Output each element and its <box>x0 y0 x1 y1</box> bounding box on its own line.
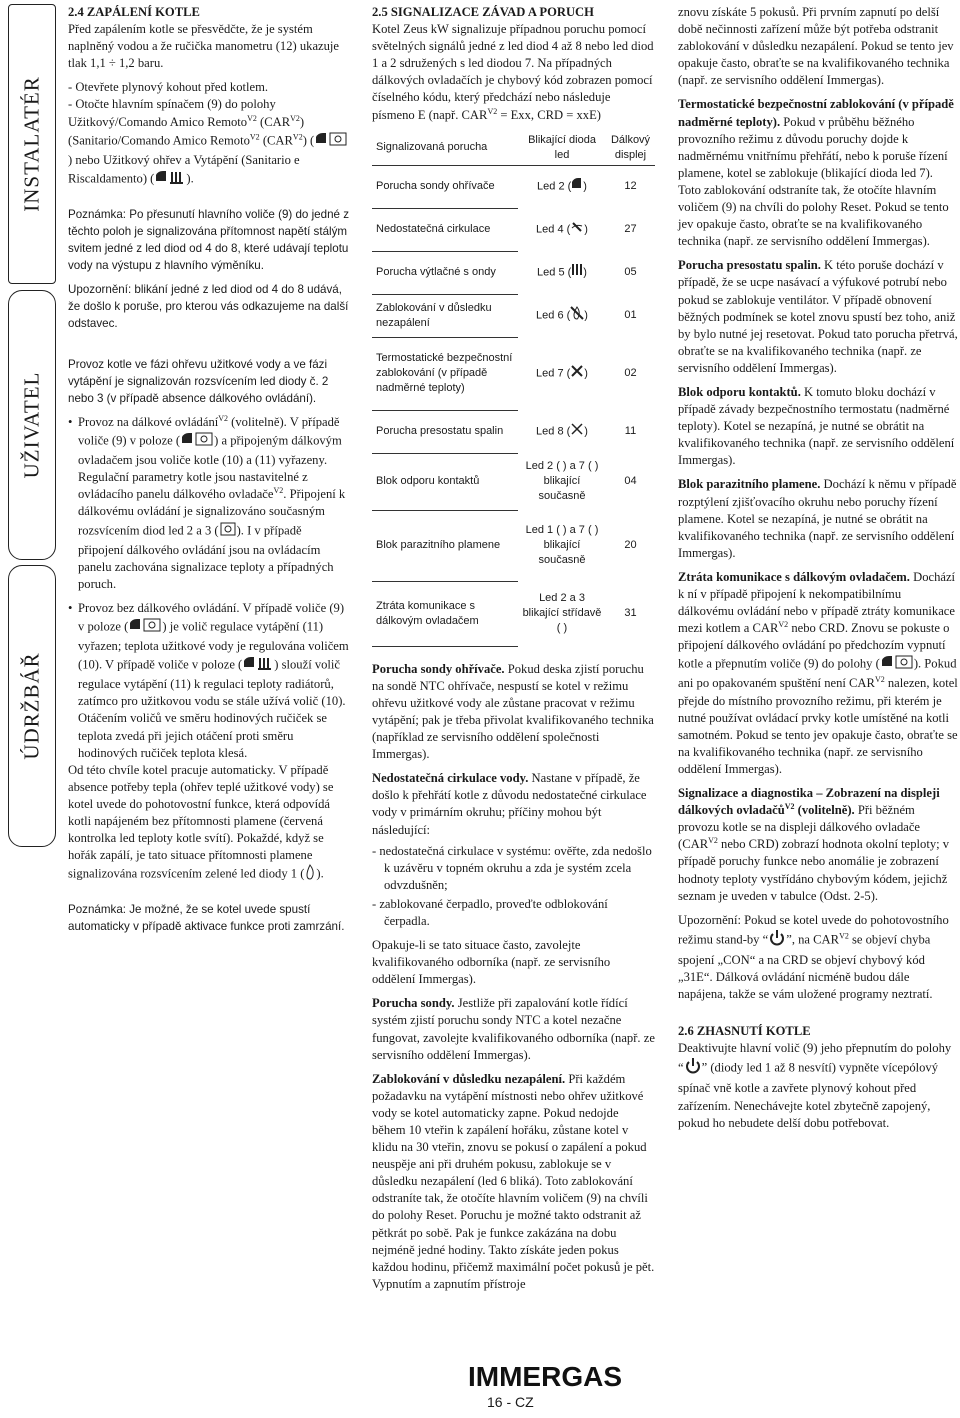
table-row <box>372 165 655 208</box>
paragraph: Opakuje-li se tato situace často, zavolejte kvalifikovaného odborníka (např. ze servisního oddělení Immergas). <box>372 938 611 987</box>
paragraph: Signalizace a diagnostika – Zobrazení na displeji dálkových ovladačů$^{V2}$ (volitelně). Při běžném provozu kotle se na displeji dálkového ovladače ($CAR^{V2}$ nebo CRD) zobrazí hodnota okolní teploty; v případě poruchy funkce nebo anomálie je zobrazení hodnoty teploty vystřídáno chybovým kódem, jejichž seznam je uveden v tabulce (Odst. 2-5). <box>678 786 950 903</box>
paragraph: Zablokování v důsledku nezapálení. Při každém požadavku na vytápění místnosti nebo ohřev užitkové vody se kotel automaticky zapne. Pokud nedojde během 10 vteřin k zapálení hořáku, zůstane kotel v klidu na 30 vteřin, znovu se pokusí o zapálení a pokud neuspěje ani při druhém pokusu, zablokuje se v důsledku nezapálení (led 6 bliká). Toto zablokování odstraníte tak, že otočíte hlavním voličem (9) na chvíli do polohy Reset. Poruchu je možné takto odstranit až pětkrát po sobě. Pak je funkce zakázána na dobu nejméně jedné hodiny. Takto získáte jeden pokus každou hodinu, přičemž maximální počet pokusů je pět. Vypnutím a zapnutím přístroje <box>372 1071 655 1291</box>
list-item: - zablokované čerpadlo, proveďte odblokování čerpadla. <box>372 896 608 928</box>
tab-installer: INSTALATÉR <box>8 4 56 284</box>
paragraph: Blok odporu kontaktů. K tomuto bloku dochází v případě závady bezpečnostního termostatu (nadměrné teploty). Kotel se nezapíná, je nutné se obrátit na kvalifikovaného technika (např. ze servisního oddělení Immergas). <box>678 384 955 468</box>
table-row <box>372 581 655 646</box>
header-fault: Signalizovaná porucha <box>372 131 518 166</box>
paragraph: Provoz kotle ve fázi ohřevu užitkové vody a ve fázi vytápění je signalizován rozsvícením led diody č. 2 nebo 3 (v případě absence dálkového ovládání). <box>68 357 329 405</box>
sidebar-tabs <box>0 0 58 1418</box>
fault-cell: Porucha výtlačné s ondy <box>372 251 518 294</box>
tab-maintenance: ÚDRŽBÁŘ <box>8 565 56 847</box>
tab-user: UŽIVATEL <box>8 290 56 560</box>
fault-cell: Porucha presostatu spalin <box>372 410 518 453</box>
code-cell: 01 <box>624 309 637 322</box>
fault-cell: Termostatické bezpečnostní zablokování (v případě nadměrné teploty) <box>372 337 518 410</box>
fault-table <box>372 131 655 647</box>
immergas-logo: IMMERGAS <box>468 1361 622 1392</box>
led-cell: Led 2 ( ) a 7 ( ) blikající současně <box>525 460 599 503</box>
paragraph: Nedostatečná cirkulace vody. Nastane v případě, že došlo k přehřátí kotle z důvodu nedostatečné cirkulace vody v primárním okruhu; příčiny mohou být následující: <box>372 771 647 837</box>
flame-icon <box>304 864 316 885</box>
fault-cell: Blok odporu kontaktů <box>372 453 518 510</box>
table-row <box>372 208 655 251</box>
table-row <box>372 410 655 453</box>
section-heading: 2.4 ZAPÁLENÍ KOTLE <box>68 5 200 19</box>
paragraph: - Otočte hlavním spínačem (9) do polohy Užitkový/Comando Amico Remoto$^{V2}$ $(CAR^{V2})$ (Sanitario/Comando Amico Remoto$^{V2}$ $(CAR^{V2})$ () nebo Užitkový ohřev a Vytápění (Sanitario e Riscaldamento) ( ). <box>68 96 350 189</box>
paragraph: Kotel Zeus kW signalizuje případnou poruchu pomocí světelných signálů jedné z led diod 4 až 8 nebo led diod 1 a 2 sdružených s led diodou 7. Na případných dálkových ovladačích je chybový kód zobrazen pomocí číselného kódu, který předchází nebo následuje písmeno E (např. $CAR^{V2}$ = Exx, CRD = xxE) <box>372 22 654 122</box>
code-cell: 04 <box>624 475 637 488</box>
code-cell: 12 <box>624 180 637 193</box>
warning-paragraph: Upozornění: blikání jedné z led diod od 4 do 8 udává, že došlo k poruše, pro kterou vás odkazujeme na další odstavec. <box>68 282 349 330</box>
led-cell: Led 1 ( ) a 7 ( ) blikající současně <box>525 524 599 567</box>
fault-cell: Nedostatečná cirkulace <box>372 208 518 251</box>
power-icon <box>684 1057 702 1080</box>
led-cell: Led 8 ( ) <box>518 410 606 453</box>
thermometer-icon <box>570 220 584 239</box>
paragraph: Před zapálením kotle se přesvědčte, že je systém naplněný vodou a že ručička manometru (12) ukazuje tlak 1,1 ÷ 1,2 baru. <box>68 22 340 71</box>
warning-paragraph: Upozornění: Pokud se kotel uvede do pohotovostního režimu stand-by “ ”, na $CAR^{V2}$ se objeví chyba spojení „CON“ a na CRD se objeví chybový kód „31E“. Dálková ovládání nicméně budou dále napájena, takže se vám uložené programy neztratí. <box>678 912 949 1002</box>
page-number: 16 - CZ <box>487 1394 534 1410</box>
flame-crossed-icon <box>570 306 584 325</box>
code-cell: 05 <box>624 266 637 279</box>
table-row <box>372 453 655 510</box>
fault-cell: Blok parazitního plamene <box>372 510 518 581</box>
led-cell: Led 4 ( ) <box>518 208 606 251</box>
paragraph: - Otevřete plynový kohout před kotlem. <box>68 80 269 95</box>
list-item: • Provoz bez dálkového ovládání. V případě voliče (9) v poloze ( ) je volič regulace vytápění (11) vyřazen; teplota užitkové vody je regulována voličem (10). V případě voliče v poloze ( ) slouží volič regulace vytápění (11) k regulaci teploty radiátorů, zatímco pro užitkovou vodu se stále užívá volič (10). Otáčením voličů ve směru hodinových ručiček se teplota zvedá při jejich otáčení proti směru hodinových ručiček teplota klesá. <box>68 600 350 762</box>
led-cell: Led 7 ( ) <box>518 337 606 410</box>
paragraph: Ztráta komunikace s dálkovým ovladačem. Dochází k ní v případě připojení k nekompatibilnímu dálkovému ovládání nebo v případě ztráty komunikace mezi kotlem a $CAR^{V2}$ nebo CRD. Znovu se pokuste o připojení dálkového ovládání po předchozím vypnutí kotle a přepnutím voliče (9) do polohy ( ). Pokud ani po opakovaném spuštění není $CAR^{V2}$ nalezen, kotel přejde do místního provozního režimu, při kterém je nutné používat ovládací prvky kotle umístěné na kotli samotném. Pokud se tento jev opakuje často, obraťte se na kvalifikovaného technika (např. ze servisního oddělení Immergas). <box>678 569 958 776</box>
led-cell: Led 2 ( ) <box>518 165 606 208</box>
table-row <box>372 294 655 337</box>
list-item: - nedostatečná cirkulace v systému: ověřte, zda nedošlo k uzávěru v topném okruhu a zda je systém zcela odvzdušněn; <box>372 843 652 892</box>
paragraph: Blok parazitního plamene. Dochází k němu v případě rozptýlení zjišťovacího okruhu nebo poruchy řízení plamene. Kotel se nezapíná, je nutné se obrátit na kvalifikovaného technika (např. ze servisního oddělení Immergas). <box>678 477 957 560</box>
power-icon <box>768 929 786 952</box>
note-paragraph: Poznámka: Je možné, že se kotel uvede spustí automaticky v případě aktivace funkce proti zamrzání. <box>68 903 345 934</box>
remote-icon <box>219 521 237 542</box>
code-cell: 11 <box>624 425 637 438</box>
reset-icon <box>570 422 584 441</box>
table-row <box>372 337 655 410</box>
tap-remote-icon <box>880 654 914 675</box>
radiator-icon <box>571 263 583 282</box>
tap-remote-icon <box>180 431 214 452</box>
paragraph: Porucha sondy. Jestliže při zapalování kotle řídící systém zjistí poruchu sondy NTC a kotel nezačne fungovat, zavolejte kvalifikovaného odborníka (např. ze servisního oddělení Immergas). <box>372 996 655 1062</box>
paragraph: znovu získáte 5 pokusů. Při prvním zapnutí po delší době nečinnosti zařízení může být potřeba odstranit zablokování v důsledku nezapálení. Pokud se tento jev opakuje často, obraťte se na kvalifikovaného technika (např. ze servisního oddělení Immergas). <box>678 5 954 88</box>
header-led: Blikající dioda led <box>518 131 606 166</box>
table-header-row <box>372 131 655 166</box>
column-1 <box>68 4 350 942</box>
tap-remote-icon <box>128 617 162 638</box>
tap-remote-icon <box>314 131 348 152</box>
header-display: Dálkový displej <box>606 131 655 166</box>
code-cell: 20 <box>624 539 637 552</box>
code-cell: 31 <box>624 607 637 620</box>
note-paragraph: Poznámka: Po přesunutí hlavního voliče (9) do jedné z těchto poloh je signalizována přítomnost napětí stálým svitem jedné z led diod od 4 do 8, které udávají teplotu vody na výstupu z hlavního výměníku. <box>68 207 349 272</box>
paragraph: Deaktivujte hlavní volič (9) jeho přepnutím do polohy “ ” (diody led 1 až 8 nesvítí) vypněte vícepólový spínač vně kotle a zavřete plynový kohout před zařízením. Nenechávejte kotel zbytečně zapojený, pokud ho nebudete delší dobu potřebovat. <box>678 1041 952 1130</box>
column-2 <box>372 4 655 1300</box>
tap-radiator-icon <box>154 169 186 190</box>
section-heading: 2.6 ZHASNUTÍ KOTLE <box>678 1024 811 1039</box>
led-cell: Led 5 ( ) <box>518 251 606 294</box>
section-heading: 2.5 SIGNALIZACE ZÁVAD A PORUCH <box>372 5 594 19</box>
code-cell: 27 <box>624 223 637 236</box>
reset-icon <box>570 364 584 383</box>
table-row <box>372 251 655 294</box>
fault-cell: Porucha sondy ohřívače <box>372 165 518 208</box>
tap-radiator-icon <box>242 655 274 676</box>
table-row <box>372 510 655 581</box>
code-cell: 02 <box>624 367 637 380</box>
list-item: • Provoz na dálkové ovládání$^{V2}$ (volitelně). V případě voliče (9) v poloze ( ) a připojeným dálkovým ovladačem jsou voliče kotle (10) a (11) vyřazeny. Regulační parametry kotle jsou nastavitelné z ovládacího panelu dálkového ovladače$^{V2}$. Připojení k dálkovému ovládání je signalizováno současným rozsvícením diod led 2 a 3 ( ). I v případě připojení dálkového ovládání jsou na ovládacím panelu zachována signalizace teploty a případných poruch. <box>68 414 350 593</box>
paragraph: Termostatické bezpečnostní zablokování (v případě nadměrné teploty). Pokud v průběhu běžného provozního režimu z důvodu poruchy dojde k nadměrnému vnitřnímu přehřátí, nebo k poruše řízení plamene, kotel se zablokuje (blikající dioda led 7). Toto zablokování odstraníte tak, že otočíte hlavním voličem (9) na chvíli do polohy Reset. Pokud se tento jev opakuje často, obraťte se na kvalifikovaného technika (např. ze servisního oddělení Immergas). <box>678 97 954 249</box>
fault-cell: Zablokování v důsledku nezapálení <box>372 294 518 337</box>
tap-icon <box>571 177 583 196</box>
column-3 <box>678 4 958 1139</box>
led-cell: Led 6 ( ) <box>518 294 606 337</box>
fault-cell: Ztráta komunikace s dálkovým ovladačem <box>372 581 518 646</box>
paragraph: Od této chvíle kotel pracuje automaticky. V případě absence potřeby tepla (ohřev teplé užitkové vody) se kotel uvede do pohotovostní funkce, která odpovídá kotli napájeném bez přítomnosti plamene (červená kontrolka led teploty kotle svítí). Pokaždé, když se hořák zapálí, je tato situace přítomnosti plamene signalizována rozsvícením zelené led diody 1 ( ). <box>68 762 350 886</box>
led-cell: Led 2 a 3 blikající střídavě ( ) <box>522 592 602 635</box>
paragraph: Porucha sondy ohřívače. Pokud deska zjistí poruchu na sondě NTC ohřívače, nespustí se kotel v režimu ohřevu užitkové vody ale zůstane pracovat v režimu vytápění; pak je třeba přivolat kvalifikovaného technika (například ze servisního oddělení společnosti Immergas). <box>372 661 654 762</box>
paragraph: Porucha presostatu spalin. K této poruše dochází v případě, že se ucpe nasávací a výfukové potrubí nebo pokud se zablokuje ventilátor. V případě obnovení běžných podmínek se kotel znovu spustí bez toho, aniž by bylo nutné jej resetovat. Pokud tato porucha přetrvá, obraťte se na kvalifikovaného technika (např. ze servisního oddělení Immergas). <box>678 258 958 375</box>
